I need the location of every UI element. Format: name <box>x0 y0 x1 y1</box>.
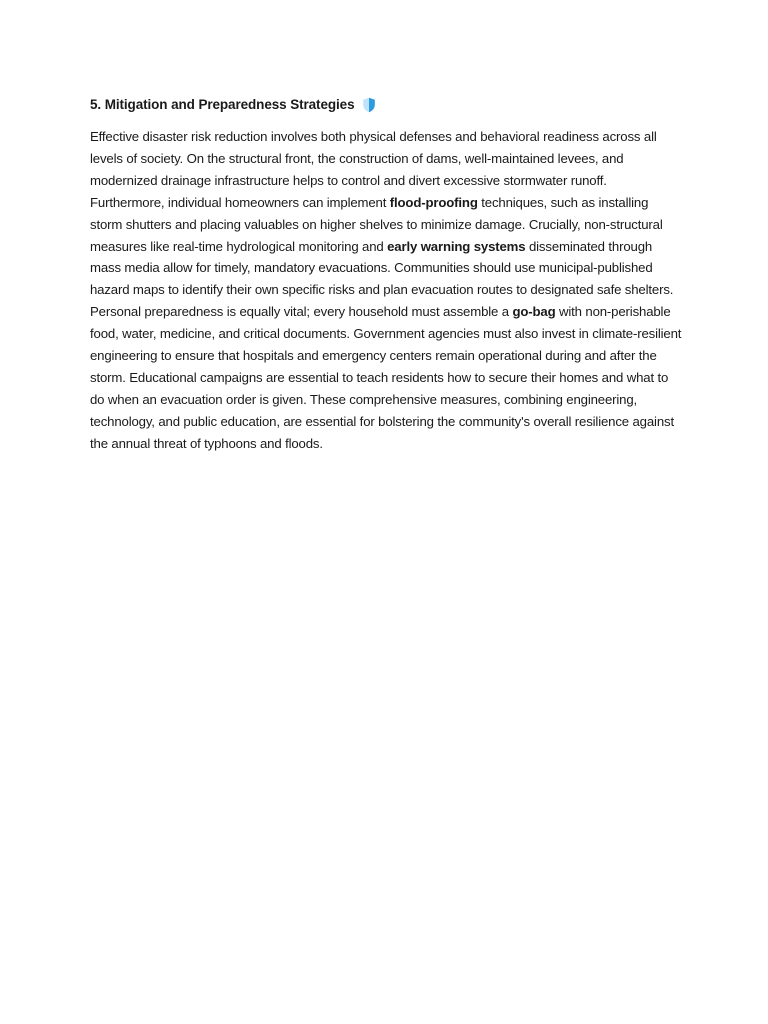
body-paragraph <box>90 126 682 455</box>
mitigation-section <box>90 95 682 455</box>
section-heading <box>90 95 682 115</box>
shield-icon <box>362 97 376 113</box>
paragraph-text: disseminated through mass media allow for timely, mandatory evacuations. Communities should use municipal-published hazard maps to identify their own specific risks and plan evacuation routes to designated safe shelters. Personal preparedness is equally vital; every household must assemble a <box>90 238 674 320</box>
bold-term: flood-proofing <box>389 194 478 210</box>
paragraph-text: with non-perishable food, water, medicine, and critical documents. Government agencies must also invest in climate-resilient engineering to ensure that hospitals and emergency centers remain operational during and after the storm. Educational campaigns are essential to teach residents how to secure their homes and what to do when an evacuation order is given. These comprehensive measures, combining engineering, technology, and public education, are essential for bolstering the community's overall resilience against the annual threat of typhoons and floods. <box>90 304 682 451</box>
section-heading-text: 5. Mitigation and Preparedness Strategies <box>90 97 355 112</box>
paragraph-text: techniques, such as installing storm shutters and placing valuables on higher shelves to minimize damage. Crucially, non-structural measures like real-time hydrological monitoring and <box>90 194 663 254</box>
paragraph-text: Effective disaster risk reduction involves both physical defenses and behavioral readiness across all levels of society. On the structural front, the construction of dams, well-maintained levees, and modernized drainage infrastructure helps to control and divert excessive stormwater runoff. Furthermore, individual homeowners can implement <box>90 129 657 210</box>
bold-term: go-bag <box>512 304 556 320</box>
bold-term: early warning systems <box>387 238 526 254</box>
